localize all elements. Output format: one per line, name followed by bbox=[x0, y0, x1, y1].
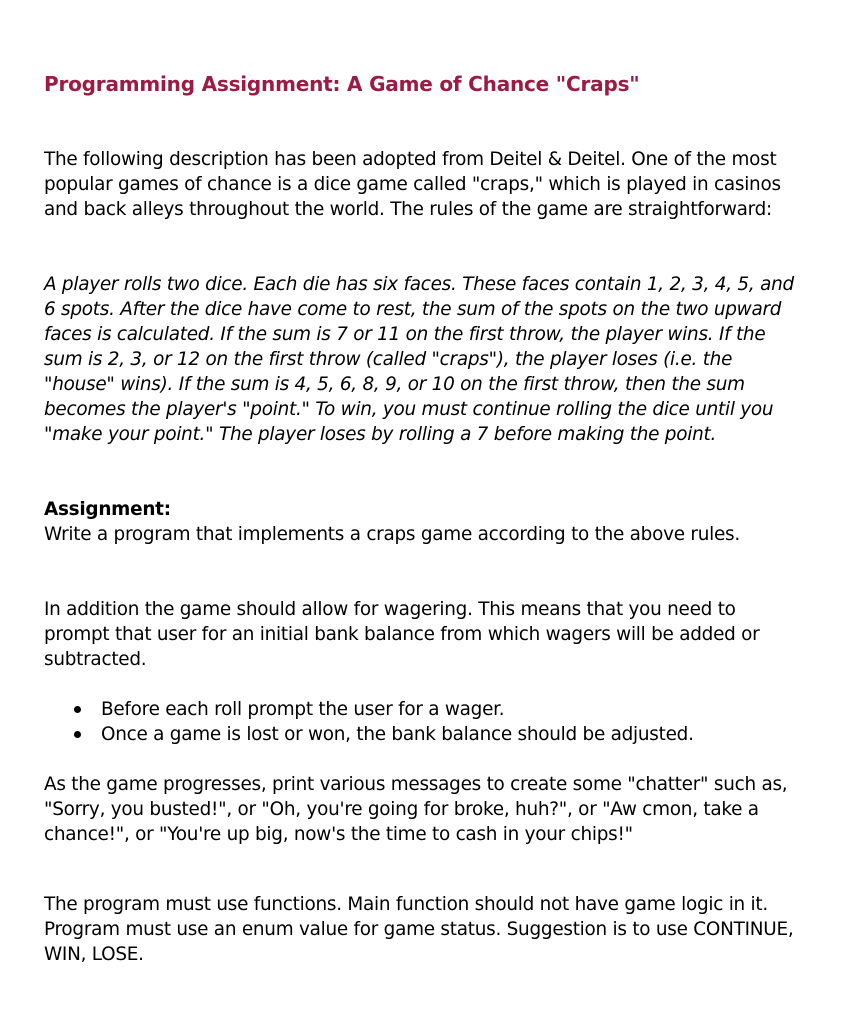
bullet-icon bbox=[74, 706, 81, 713]
chatter-paragraph: As the game progresses, print various messages to create some "chatter" such as, "Sorry, you busted!", or "Oh, you're going for broke, huh?", or "Aw cmon, take a chance!", or "You're up big, now's the time to cash in your chips!" bbox=[44, 774, 788, 845]
list-item bbox=[44, 697, 694, 722]
wagering-paragraph: In addition the game should allow for wagering. This means that you need to prompt that user for an initial bank balance from which wagers will be added or subtracted. bbox=[44, 599, 760, 670]
page-title: Programming Assignment: A Game of Chance "Craps" bbox=[44, 72, 640, 96]
assignment-heading: Assignment: bbox=[44, 499, 171, 520]
game-rules-paragraph: A player rolls two dice. Each die has six faces. These faces contain 1, 2, 3, 4, 5, and 6 spots. After the dice have come to rest, the sum of the spots on the two upward faces is calculated. If the sum is 7 or 11 on the first throw, the player wins. If the sum is 2, 3, or 12 on the first throw (called "craps"), the player loses (i.e. the "house" wins). If the sum is 4, 5, 6, 8, 9, or 10 on the first throw, then the sum becomes the player's "point." To win, you must continue rolling the dice until you "make your point." The player loses by rolling a 7 before making the point. bbox=[44, 274, 794, 445]
list-item bbox=[44, 722, 694, 747]
list-item-text: Before each roll prompt the user for a wager. bbox=[101, 699, 505, 720]
list-item-text: Once a game is lost or won, the bank balance should be adjusted. bbox=[101, 724, 694, 745]
intro-paragraph: The following description has been adopted from Deitel & Deitel. One of the most popular games of chance is a dice game called "craps," which is played in casinos and back alleys throughout the world. The rules of the game are straightforward: bbox=[44, 149, 781, 220]
assignment-body: Write a program that implements a craps game according to the above rules. bbox=[44, 524, 740, 545]
requirements-list bbox=[44, 697, 694, 747]
functions-paragraph: The program must use functions. Main function should not have game logic in it. Program must use an enum value for game status. Suggestion is to use CONTINUE, WIN, LOSE. bbox=[44, 894, 794, 965]
bullet-icon bbox=[74, 731, 81, 738]
